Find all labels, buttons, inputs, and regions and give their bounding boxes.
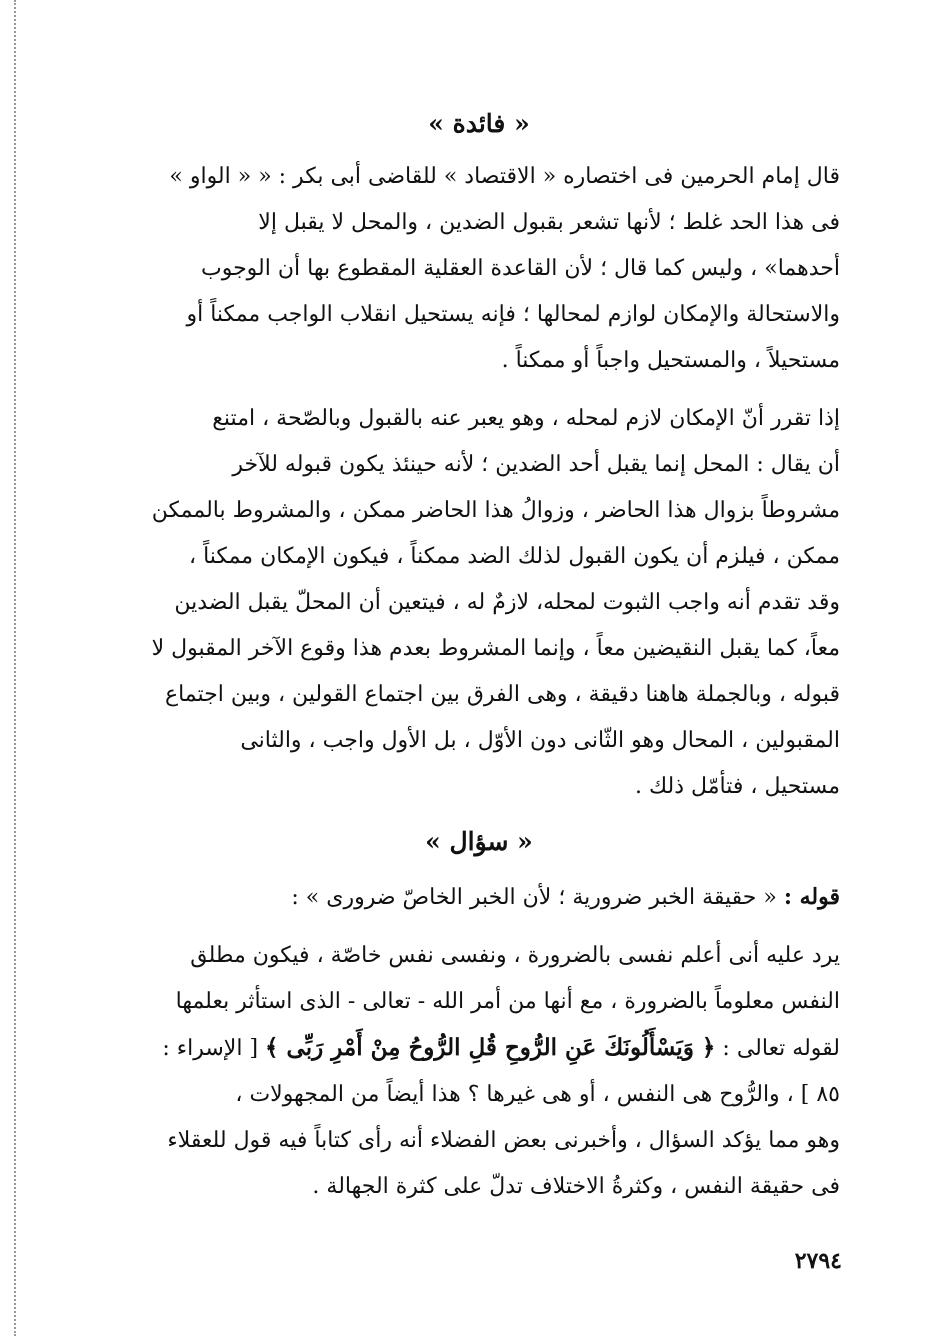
scan-edge-dots: [14, 0, 16, 1336]
quran-verse: ﴿ وَيَسْأَلُونَكَ عَنِ الرُّوحِ قُلِ الرُّوحُ مِنْ أَمْرِ رَبِّى ﴾: [265, 1034, 716, 1061]
page-number: ٢٧٩٤: [794, 1248, 842, 1274]
section-title-faida: « فائدة »: [428, 109, 530, 138]
text-line: ممكن ، فيلزم أن يكون القبول لذلك الضد ممكناً ، فيكون الإمكان ممكناً ،: [188, 544, 840, 569]
text-line: أن يقال : المحل إنما يقبل أحد الضدين ؛ لأنه حينئذ يكون قبوله للآخر: [232, 452, 840, 477]
paragraph-gap: [118, 921, 840, 933]
document-page: [118, 100, 840, 1210]
text-line: إذا تقرر أنّ الإمكان لازم لمحله ، وهو يعبر عنه بالقبول وبالصّحة ، امتنع: [212, 406, 840, 431]
paragraph-gap: [118, 384, 840, 396]
text-line: فى حقيقة النفس ، وكثرةُ الاختلاف تدلّ على كثرة الجهالة .: [312, 1174, 840, 1199]
text-line: النفس معلوماً بالضرورة ، مع أنها من أمر الله - تعالى - الذى استأثر بعلمها: [175, 989, 840, 1014]
lead-label: قوله :: [783, 884, 840, 910]
section-title-sual: « سؤال »: [425, 827, 533, 856]
text-line: فى هذا الحد غلط ؛ لأنها تشعر بقبول الضدين ، والمحل لا يقبل إلا: [258, 210, 840, 235]
text-line: أحدهما» ، وليس كما قال ؛ لأن القاعدة العقلية المقطوع بها أن الوجوب: [201, 256, 840, 281]
text-line: قال إمام الحرمين فى اختصاره « الاقتصاد » للقاضى أبى بكر : « « الواو »: [169, 164, 840, 189]
text-line: مستحيلاً ، والمستحيل واجباً أو ممكناً .: [501, 348, 840, 373]
verse-reference: [ الإسراء :: [162, 1036, 266, 1061]
text-line: وهو مما يؤكد السؤال ، وأخبرنى بعض الفضلاء أنه رأى كتاباً فيه قول للعقلاء: [167, 1128, 840, 1153]
paragraph-qawluhu: [118, 874, 840, 921]
text-line: مشروطاً بزوال هذا الحاضر ، وزوالُ هذا الحاضر ممكن ، والمشروط بالممكن: [151, 498, 840, 523]
text-line: [118, 874, 840, 921]
text-line: والاستحالة والإمكان لوازم لمحالها ؛ فإنه يستحيل انقلاب الواجب ممكناً أو: [186, 302, 840, 327]
text-line: يرد عليه أنى أعلم نفسى بالضرورة ، ونفسى نفس خاصّة ، فيكون مطلق: [190, 943, 840, 968]
lead-quote: « حقيقة الخبر ضرورية ؛ لأن الخبر الخاصّ ضرورى » :: [291, 885, 784, 910]
text-line: قبوله ، وبالجملة هاهنا دقيقة ، وهى الفرق بين اجتماع القولين ، وبين اجتماع: [164, 682, 840, 707]
text-line: وقد تقدم أنه واجب الثبوت لمحله، لازمٌ له ، فيتعين أن المحلّ يقبل الضدين: [174, 590, 840, 615]
paragraph-imam-haramayn: [118, 154, 840, 384]
text-line: المقبولين ، المحال وهو الثّانى دون الأوّل ، بل الأول واجب ، والثانى: [240, 728, 840, 753]
quote-intro: لقوله تعالى :: [715, 1036, 840, 1061]
paragraph-imkan: [118, 396, 840, 810]
text-line: معاً، كما يقبل النقيضين معاً ، وإنما المشروط بعدم هذا وقوع الآخر المقبول لا: [151, 636, 840, 661]
paragraph-nafs: [118, 933, 840, 1210]
text-line: مستحيل ، فتأمّل ذلك .: [635, 774, 840, 799]
text-line: [118, 1025, 840, 1072]
text-line: ٨٥ ] ، والرُّوح هى النفس ، أو هى غيرها ؟ هذا أيضاً من المجهولات ،: [235, 1082, 840, 1107]
